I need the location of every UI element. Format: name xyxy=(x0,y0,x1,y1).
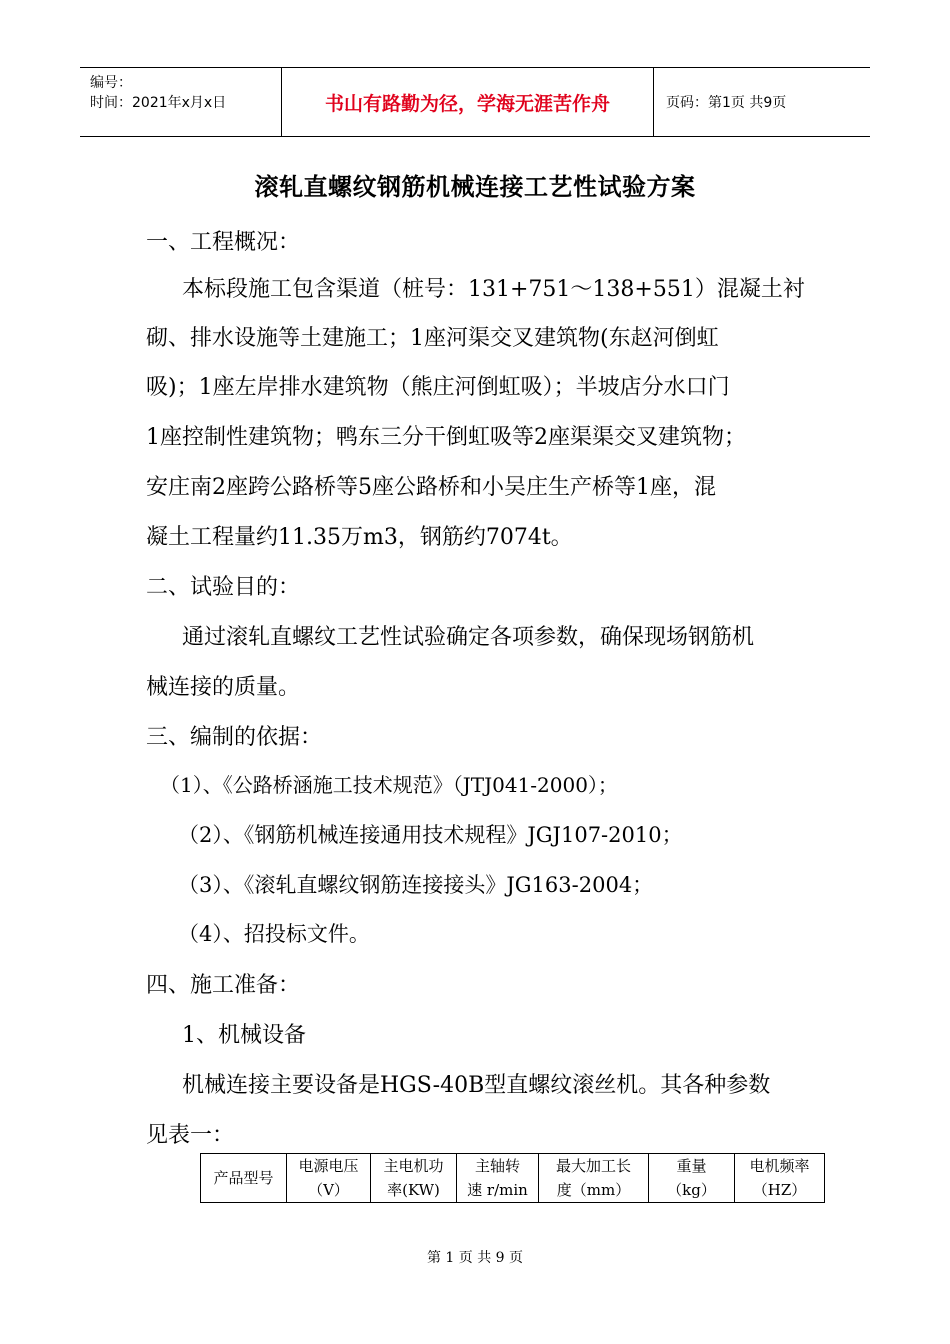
reference-item: （4）、招投标文件。 xyxy=(178,922,370,946)
paragraph-line: 凝土工程量约11.35万m3，钢筋约7074t。 xyxy=(146,525,573,550)
paragraph-line: 通过滚轧直螺纹工艺性试验确定各项参数，确保现场钢筋机 xyxy=(182,625,755,650)
subsection-heading: 1、机械设备 xyxy=(182,1023,306,1048)
paragraph-line: 1座控制性建筑物；鸭东三分干倒虹吸等2座渠渠交叉建筑物； xyxy=(146,425,746,450)
header-page-info: 页码：第1页 共9页 xyxy=(666,95,787,111)
table-header-cell: 主轴转 速 r/min xyxy=(457,1154,539,1203)
table-header-cell: 产品型号 xyxy=(201,1154,287,1203)
section-heading-3: 三、编制的依据： xyxy=(146,725,323,750)
header-motto: 书山有路勤为径，学海无涯苦作舟 xyxy=(282,68,654,136)
reference-item: （2）、《钢筋机械连接通用技术规程》JGJ107-2010； xyxy=(178,823,683,847)
paragraph-line: 砌、排水设施等土建施工；1座河渠交叉建筑物(东赵河倒虹 xyxy=(146,326,719,351)
reference-item: （1）、《公路桥涵施工技术规范》（JTJ041-2000）； xyxy=(160,773,618,797)
table-header-cell: 重量 （kg） xyxy=(649,1154,735,1203)
table-header-cell: 最大加工长 度（mm） xyxy=(539,1154,649,1203)
section-heading-4: 四、施工准备： xyxy=(146,973,301,998)
parameter-table xyxy=(200,1153,825,1203)
section-heading-1: 一、工程概况： xyxy=(146,230,301,255)
table-header-cell: 主电机功 率(KW) xyxy=(371,1154,457,1203)
table-header-row xyxy=(201,1154,825,1203)
table-header-cell: 电源电压 （V） xyxy=(287,1154,371,1203)
paragraph-line: 本标段施工包含渠道（桩号：131+751～138+551）混凝土衬 xyxy=(182,277,805,302)
header-meta xyxy=(80,68,282,136)
document-number-label: 编号： xyxy=(90,75,132,91)
paragraph-line: 机械连接主要设备是HGS-40B型直螺纹滚丝机。其各种参数 xyxy=(182,1073,771,1098)
document-time-label: 时间：2021年x月x日 xyxy=(90,95,227,111)
reference-item: （3）、《滚轧直螺纹钢筋连接接头》JG163-2004； xyxy=(178,873,654,897)
page-footer: 第 1 页 共 9 页 xyxy=(426,1250,524,1266)
document-header xyxy=(80,67,870,137)
paragraph-line: 见表一： xyxy=(146,1123,235,1148)
paragraph-line: 吸)；1座左岸排水建筑物（熊庄河倒虹吸）；半坡店分水口门 xyxy=(146,375,730,400)
paragraph-line: 安庄南2座跨公路桥等5座公路桥和小吴庄生产桥等1座，混 xyxy=(146,475,716,500)
document-title: 滚轧直螺纹钢筋机械连接工艺性试验方案 xyxy=(254,172,696,201)
paragraph-line: 械连接的质量。 xyxy=(146,675,301,700)
section-heading-2: 二、试验目的： xyxy=(146,575,301,600)
table-header-cell: 电机频率 （HZ） xyxy=(735,1154,825,1203)
